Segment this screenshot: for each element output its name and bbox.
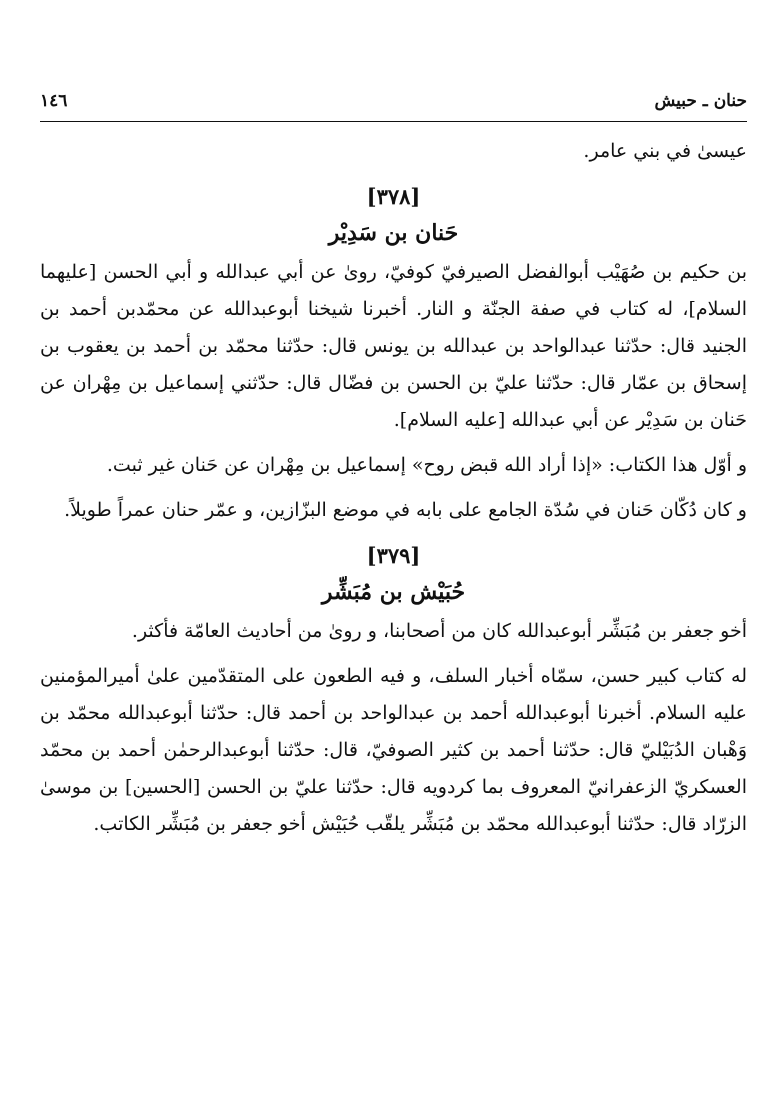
running-title: حنان ـ حبيش xyxy=(654,91,747,111)
intro-line: عيسىٰ في بني عامر. xyxy=(583,140,747,162)
entry-378-number: [٣٧٨] xyxy=(366,184,421,209)
page-number: ١٤٦ xyxy=(40,91,68,111)
page-body xyxy=(40,133,747,851)
entry-379-paragraph-2: له كتاب كبير حسن، سمّاه أخبار السلف، و فيه الطعون على المتقدّمين علىٰ أميرالمؤمنين عليه السلام. أخبرنا أبوعبدالله أحمد بن عبدالواحد بن أحمد قال: حدّثنا أبوعبدالله محمّد بن وَهْبان الدُبَيْليّ قال: حدّثنا أحمد بن كثير الصوفيّ، قال: حدّثنا أبوعبدالرحمٰن أحمد بن محمّد العسكريّ الزعفرانيّ المعروف بما كردويه قال: حدّثنا عليّ بن الحسن [الحسين] بن موسىٰ الزرّاد قال: حدّثنا أبوعبدالله محمّد بن مُبَشِّر يلقّب حُبَيْش أخو جعفر بن مُبَشِّر الكاتب. xyxy=(40,665,747,835)
entry-379-paragraph-1: أخو جعفر بن مُبَشِّر أبوعبدالله كان من أصحابنا، و روىٰ من أحاديث العامّة فأكثر. xyxy=(131,620,747,642)
entry-378-paragraph-3: و كان دُكّان حَنان في سُدّة الجامع على بابه في موضع البزّازين، و عمّر حنان عمراً طويلاً. xyxy=(64,499,747,521)
entry-378-name: حَنان بن سَدِيْر xyxy=(328,220,459,246)
entry-378-paragraph-1: بن حكيم بن صُهَيْب أبوالفضل الصيرفيّ كوفيّ، روىٰ عن أبي عبدالله و أبي الحسن [عليهما السلام]، له كتاب في صفة الجنّة و النار. أخبرنا شيخنا أبوعبدالله عن محمّدبن أحمد بن الجنيد قال: حدّثنا عبدالواحد بن عبدالله بن يونس قال: حدّثنا محمّد بن أحمد بن يعقوب بن إسحاق بن عمّار قال: حدّثنا عليّ بن الحسن بن فضّال قال: حدّثني إسماعيل بن مِهْران عن حَنان بن سَدِيْر عن أبي عبدالله [عليه السلام]. xyxy=(40,261,747,431)
entry-378-paragraph-2: و أوّل هذا الكتاب: «إذا أراد الله قبض روح» إسماعيل بن مِهْران عن حَنان غير ثبت. xyxy=(106,454,747,476)
page-header xyxy=(40,86,747,116)
header-rule xyxy=(40,121,747,122)
entry-379-name: حُبَيْش بن مُبَشِّر xyxy=(321,579,466,605)
entry-379-number: [٣٧٩] xyxy=(366,543,421,568)
